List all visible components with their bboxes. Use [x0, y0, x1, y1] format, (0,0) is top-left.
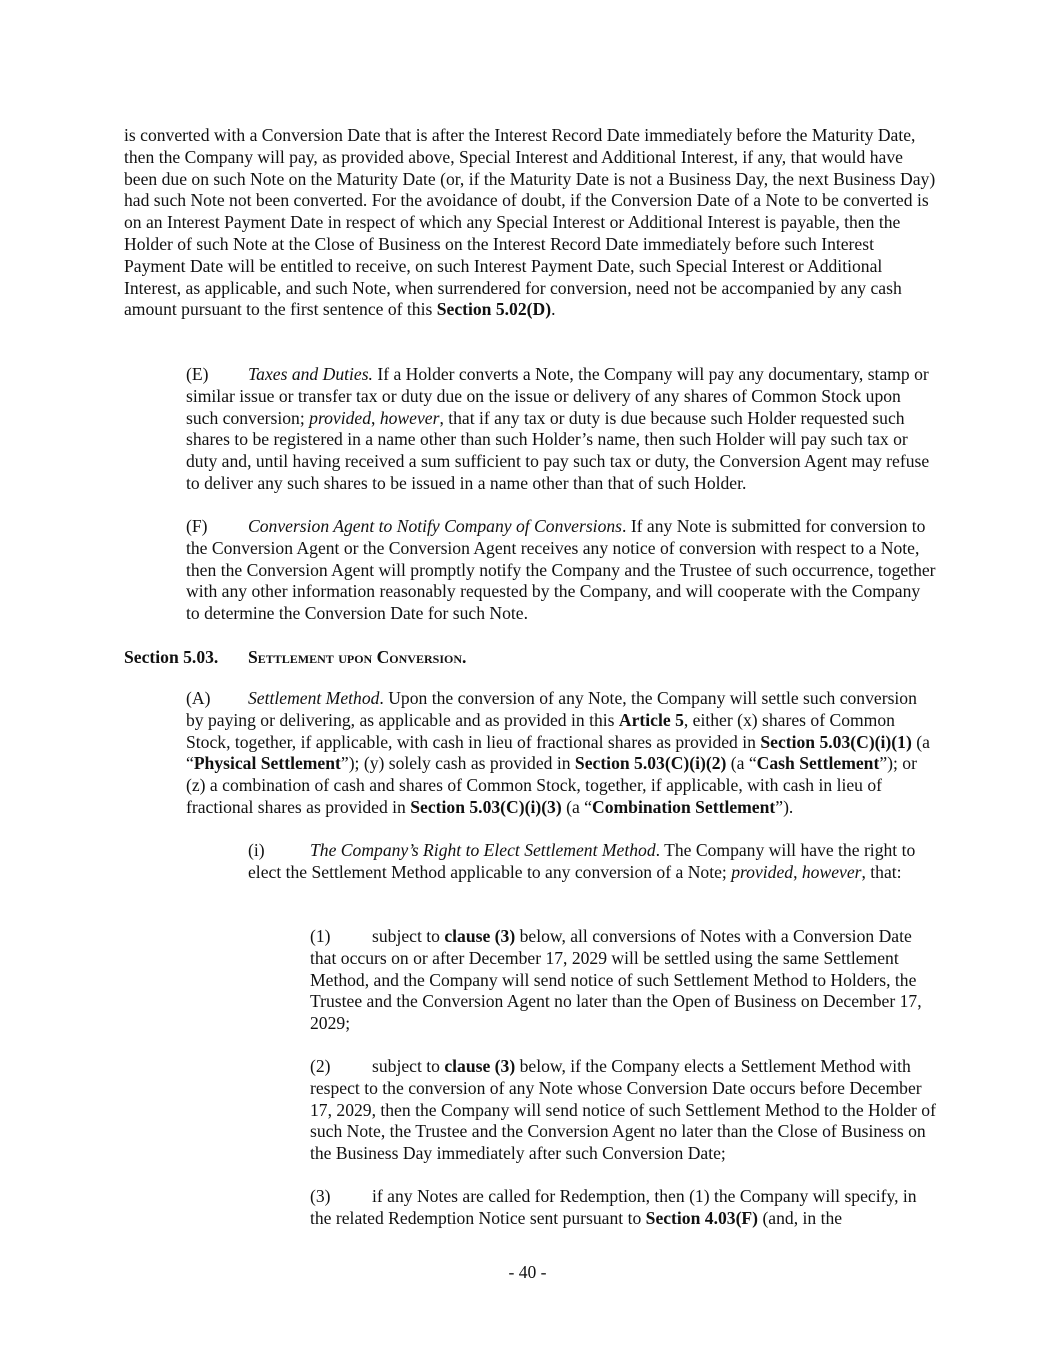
paragraph-title: Taxes and Duties.: [248, 364, 373, 384]
section-ref: Section 5.02(D): [436, 299, 552, 320]
section-heading: [124, 647, 936, 669]
paragraph-marker: (E): [186, 364, 209, 384]
paragraph-continuation: is converted with a Conversion Date that is after the Interest Record Date immediately before the Maturity Date, then the Company will pay, as provided above, Special Interest and Additional Interest, if any, that would have been due on such Note on the Maturity Date (or, if the Maturity Date is not a Business Day, the next Business Day) had such Note not been converted. For the avoidance of doubt, if the Conversion Date of a Note to be converted is on an Interest Payment Date in respect of which any Special Interest or Additional Interest is payable, then the Holder of such Note at the Close of Business on the Interest Record Date immediately before such Interest Payment Date will be entitled to receive, on such Interest Payment Date, such Special Interest or Additional Interest, as applicable, and such Note, when surrendered for conversion, need not be accompanied by any cash amount pursuant to the first sentence of this Section 5.02(D).: [124, 125, 936, 320]
paragraph-e-taxes-and-duties: (E) Taxes and Duties. If a Holder converts a Note, the Company will pay any documentary, stamp or similar issue or transfer tax or duty due on the issue or delivery of any shares of Common Stock upon such conversion; provided, however, that if any tax or duty is due because such Holder requested such shares to be registered in a name other than such Holder’s name, then such Holder will pay such tax or duty and, until having received a sum sufficient to pay such tax or duty, the Conversion Agent may refuse to deliver any such shares to be issued in a name other than that of such Holder.: [186, 364, 930, 493]
paragraph-clause-1: (1) subject to clause (3) below, all conversions of Notes with a Conversion Date that occurs on or after December 17, 2029 will be settled using the same Settlement Method, and the Company will send notice of such Settlement Method to Holders, the Trustee and the Conversion Agent no later than the Open of Business on December 17, 2029;: [310, 926, 922, 1034]
page-number: - 40 -: [508, 1262, 547, 1282]
paragraph-title: Conversion Agent to Notify Company of Conversions: [248, 516, 623, 536]
section-title: Settlement upon Conversion.: [248, 647, 467, 667]
paragraph-marker: (3): [310, 1186, 331, 1206]
paragraph-title: Settlement Method: [248, 688, 380, 708]
section-number: Section 5.03.: [124, 647, 219, 667]
paragraph-i-right-to-elect: (i) The Company’s Right to Elect Settlement Method. The Company will have the right to elect the Settlement Method applicable to any conversion of a Note; provided, however, that:: [248, 840, 916, 882]
paragraph-clause-2: (2) subject to clause (3) below, if the Company elects a Settlement Method with respect to the conversion of any Note whose Conversion Date occurs before December 17, 2029, then the Company will send notice of such Settlement Method to the Holder of such Note, the Trustee and the Conversion Agent no later than the Close of Business on the Business Day immediately after such Conversion Date;: [310, 1056, 936, 1164]
paragraph-a-settlement-method: (A) Settlement Method. Upon the conversion of any Note, the Company will settle such conversion by paying or delivering, as applicable and as provided in this Article 5, either (x) shares of Common Stock, together, if applicable, with cash in lieu of fractional shares as provided in Section 5.03(C)(i)(1) (a “Physical Settlement”); (y) solely cash as provided in Section 5.03(C)(i)(2) (a “Cash Settlement”); or (z) a combination of cash and shares of Common Stock, together, if applicable, with cash in lieu of fractional shares as provided in Section 5.03(C)(i)(3) (a “Combination Settlement”).: [186, 688, 930, 817]
paragraph-marker: (A): [186, 688, 211, 708]
paragraph-clause-3: (3) if any Notes are called for Redemption, then (1) the Company will specify, in the related Redemption Notice sent pursuant to Section 4.03(F) (and, in the: [310, 1186, 917, 1228]
paragraph-title: The Company’s Right to Elect Settlement Method: [310, 840, 656, 860]
paragraph-marker: (F): [186, 516, 208, 536]
paragraph-marker: (i): [248, 840, 265, 860]
paragraph-f-conversion-agent: (F) Conversion Agent to Notify Company of Conversions. If any Note is submitted for conversion to the Conversion Agent or the Conversion Agent receives any notice of conversion with respect to a Note, then the Conversion Agent will promptly notify the Company and the Trustee of such occurrence, together with any other information reasonably requested by the Company, and will cooperate with the Company to determine the Conversion Date for such Note.: [186, 516, 936, 624]
paragraph-marker: (1): [310, 926, 331, 946]
paragraph-marker: (2): [310, 1056, 331, 1076]
